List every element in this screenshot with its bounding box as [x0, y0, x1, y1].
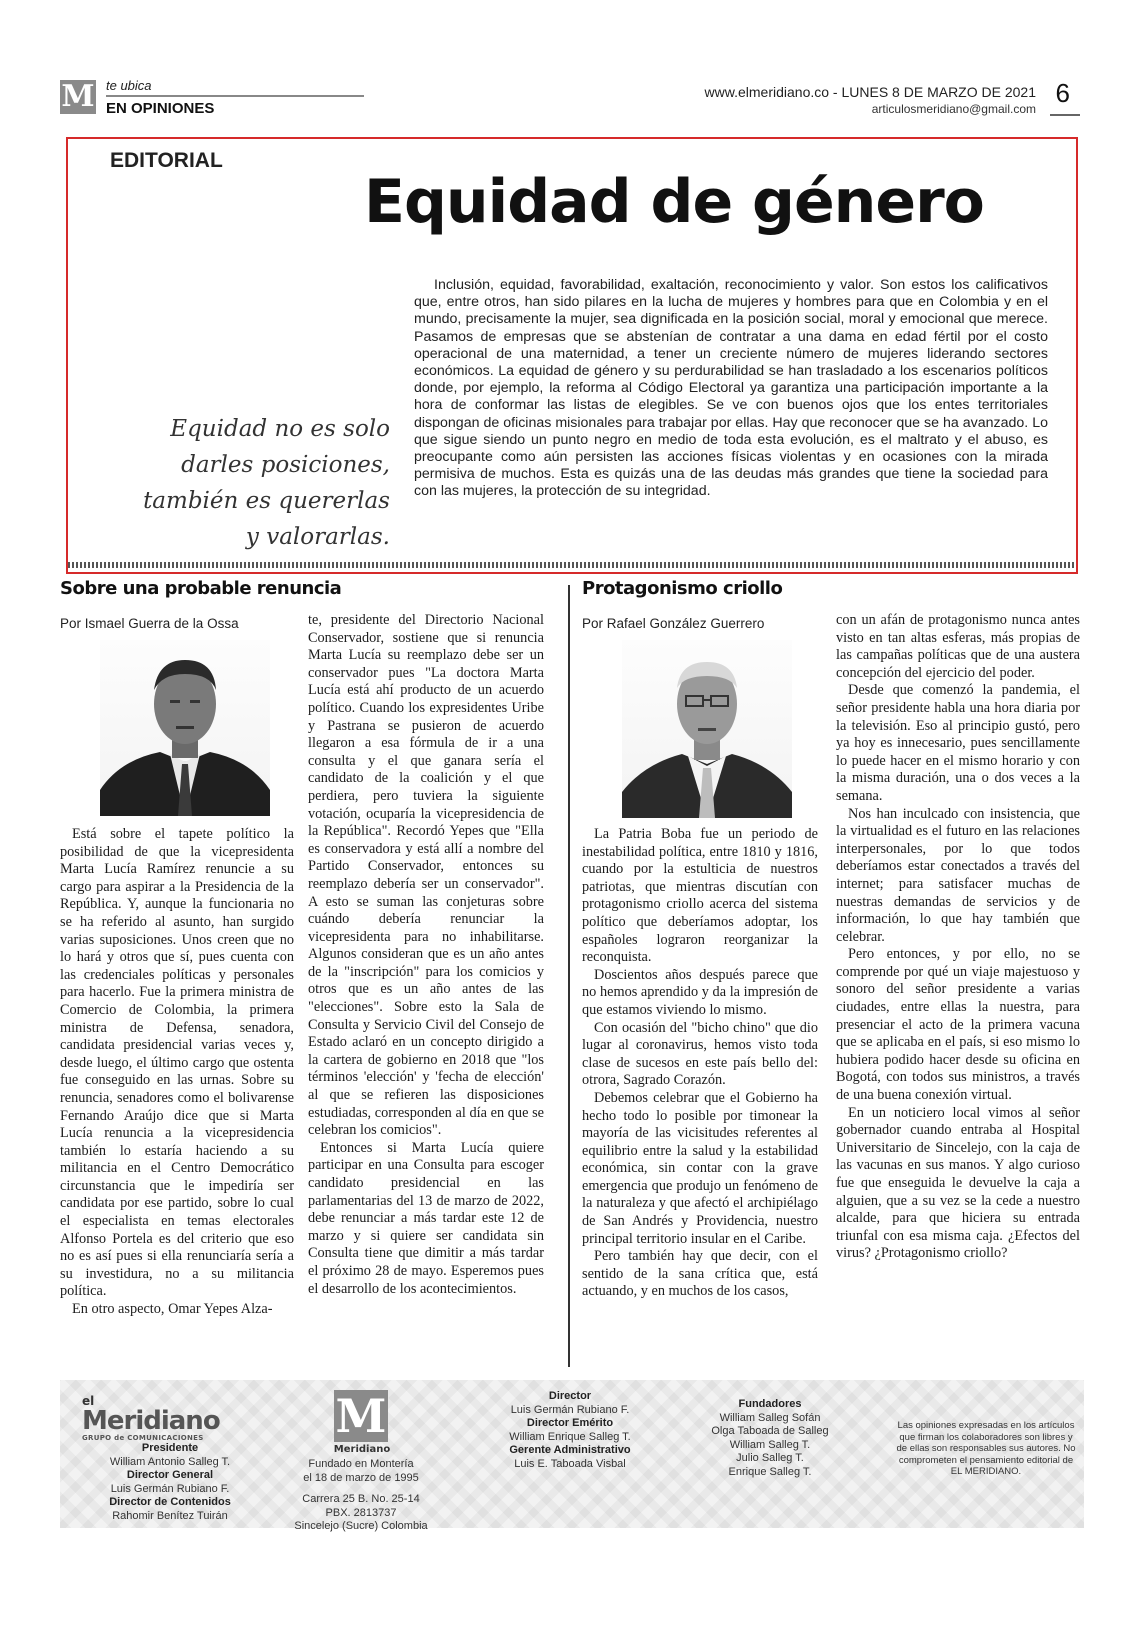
editorial-box [66, 137, 1078, 574]
fundador-name: Enrique Salleg T. [728, 1465, 812, 1478]
gerente-name: Luis E. Taboada Visbal [514, 1457, 626, 1470]
masthead-direccion [480, 1390, 660, 1471]
gerente-label: Gerente Administrativo [509, 1444, 631, 1456]
paragraph: Pero entonces, y por ello, no se comprende por qué un viaje majestuoso y sonoro del señor presidente a varias ciudades, entre ellas la nuestra, para presenciar el acto de la primera vacuna que se aplicaba en el país, si eso mismo lo hubiera podido hacer desde su oficina en Bogotá, con todos sus ministros, a través de una buena conexión virtual. [836, 946, 1080, 1104]
article2-author-photo [622, 640, 792, 818]
fundado-line2: el 18 de marzo de 1995 [303, 1471, 419, 1484]
meridiano-logo-icon: M [61, 79, 95, 114]
article1-author-photo [100, 640, 270, 816]
page-number: 6 [1055, 78, 1070, 108]
director-emerito-name: William Enrique Salleg T. [509, 1430, 631, 1443]
masthead-fundacion [284, 1458, 438, 1534]
contact-email: articulosmeridiano@gmail.com [871, 102, 1036, 116]
paragraph: En un noticiero local vimos al señor gobernador cuando entraba al Hospital Universitario de Sincelejo, con la caja de las vacunas en sus manos. Y algo curioso fue que enseguida le devuelve la caja a alguien, que a su vez se la cede a nuestro alcalde, para que hiciera su entrada triunfal con esa misma caja. ¿Efectos del virus? ¿Protagonismo criollo? [836, 1104, 1080, 1262]
logo-group: GRUPO de COMUNICACIONES [82, 1434, 204, 1442]
masthead-footer [60, 1380, 1084, 1532]
director-general-name: Luis Germán Rubiano F. [110, 1482, 230, 1495]
fundador-name: William Salleg T. [729, 1438, 811, 1451]
fundadores-label: Fundadores [738, 1398, 802, 1410]
fundado-line1: Fundado en Montería [308, 1458, 414, 1470]
paragraph: te, presidente del Directorio Nacional Conservador, sostiene que si renuncia Marta Lucía su reemplazo debe ser un conservador pues "La doctora Marta Lucía está ahí producto de un acuerdo político. Cuando los expresidentes Uribe y Pastrana se pusieron de acuerdo llegaron a esa fórmula de ir a una consulta y el que ganara sería el candidato de la coalición y el que perdiera, pero tuviera la siguiente votación, ocuparía la vicepresidencia de la República". Recordó Yepes que "Ella es conservadora y está allí a nombre del Partido Conservador, entonces su reemplazo debería ser un conservador". A esto se suman las conjeturas sobre cuándo debería renunciar la vicepresidenta para no inhabilitarse. Algunos consideran que es un año antes de la "inscripción" para los comicios y otros que es un año antes de las "elecciones". Sobre esto la Sala de Consulta y Servicio Civil del Consejo de Estado aclaró en un concepto dirigido a la cartera de gobierno en 2018 que "los términos 'elección' y 'fecha de elección' al que se refieren las disposiciones estudiadas, corresponden al día en que se celebran los comicios". [308, 612, 544, 1139]
section-name: EN OPINIONES [106, 100, 215, 117]
director-emerito-label: Director Emérito [526, 1417, 614, 1429]
editorial-bottom-border [68, 562, 1076, 568]
meridiano-m-logo-icon: M [335, 1389, 387, 1443]
article2-title: Protagonismo criollo [582, 578, 783, 599]
logo-name: Meridiano [82, 1406, 220, 1436]
paragraph: Doscientos años después parece que no hemos aprendido y da la impresión de que estamos viviendo lo mismo. [582, 966, 818, 1018]
presidente-label: Presidente [141, 1442, 199, 1454]
article1-title: Sobre una probable renuncia [60, 578, 342, 599]
page-header [60, 78, 1080, 122]
section-divider [106, 95, 364, 97]
editorial-label: EDITORIAL [110, 149, 223, 172]
editorial-title: Equidad de género [364, 167, 984, 237]
m-logo-name: Meridiano [333, 1444, 391, 1455]
portrait-icon [622, 640, 792, 818]
paragraph: Con ocasión del "bicho chino" que dio lugar al coronavirus, hemos visto toda clase de sucesos en este país bello del: otrora, Sagrado Corazón. [582, 1019, 818, 1089]
el-meridiano-logo [82, 1394, 220, 1442]
director-contenidos-name: Rahomir Benítez Tuirán [112, 1509, 228, 1522]
paragraph: Pero también hay que decir, con el sentido de la sana crítica que, está actuando, y en muchos de los casos, [582, 1248, 818, 1300]
disclaimer-note: Las opiniones expresadas en los artículos que firman los colaboradores son libres y de ellas son responsables sus autores. No comprometen el pensamiento editorial de EL MERIDIANO. [896, 1420, 1076, 1477]
fundador-name: Olga Taboada de Salleg [711, 1425, 829, 1437]
article2-column2 [836, 612, 1080, 1263]
portrait-icon [100, 640, 270, 816]
column-divider [568, 585, 570, 1367]
section-tagline: te ubica [106, 78, 152, 93]
editorial-pull-quote: Equidad no es solo darles posiciones, también es quererlas y valorarlas. [143, 416, 390, 550]
article1-column2 [308, 612, 544, 1298]
article2-column1 [582, 826, 818, 1301]
paragraph: Desde que comenzó la pandemia, el señor presidente habla una hora diaria por la televisión. Eso al principio gustó, pero ya hoy es innecesario, pues sencillamente lo puede hacer en el mismo horario y con la misma duración, una o dos veces a la semana. [836, 682, 1080, 804]
director-name: Luis Germán Rubiano F. [510, 1403, 630, 1416]
paragraph: Debemos celebrar que el Gobierno ha hecho todo lo posible por timonear la mayoría de las vicisitudes referentes al equilibrio entre la salud y la estabilidad económica, sin contar con la grave emergencia que produjo un fenómeno de la naturaleza y que afectó el archipiélago de San Andrés y Providencia, nuestro principal territorio insular en el Caribe. [582, 1089, 818, 1247]
paragraph: con un afán de protagonismo nunca antes visto en tan altas esferas, más propias de las campañas políticas que de una austera concepción del ejercicio del poder. [836, 612, 1080, 681]
phone: PBX. 2813737 [325, 1506, 397, 1519]
paragraph: La Patria Boba fue un periodo de inestabilidad política, entre 1810 y 1816, cuando por la estulticia de nuestros patriotas, que mientras discutían con protagonismo criollo acerca del sistema político que deberíamos adoptar, los españoles lograron reorganizar la reconquista. [582, 826, 818, 966]
site-and-date: www.elmeridiano.co - LUNES 8 DE MARZO DE 2021 [704, 84, 1036, 100]
paragraph: Nos han inculcado con insistencia, que la virtualidad es el futuro en las relaciones interpersonales, por lo que todos deberíamos estar conectados a través del internet; para satisfacer muchas de nuestras demandas de servicios y de información, lo que hay también que celebrar. [836, 805, 1080, 945]
paragraph: Entonces si Marta Lucía quiere participar en una Consulta para escoger candidato presidencial en las parlamentarias del 13 de marzo de 2022, debe renunciar a más tardar este 12 de marzo y si quiere ser candidata sin Consulta tiene que dimitir a más tardar el próximo 28 de mayo. Esperemos pues el desarrollo de los acontecimientos. [308, 1139, 544, 1297]
editorial-body: Inclusión, equidad, favorabilidad, exaltación, reconocimiento y valor. Son estos los calificativos que, entre otros, han sido pilares en la lucha de mujeres y hombres para que en Colombia y en el mundo, precisamente la mujer, sea dignificada en la posición social, moral y emocional que merece. Pasamos de empresas que se abstenían de contratar a una dama en edad fértil por el costo operacional de una maternidad, a tener un creciente número de mujeres liderando sectores económicos. La equidad de género y su perdurabilidad se han trasladado a los escenarios políticos donde, por ejemplo, la reforma al Código Electoral ya garantiza una participación importante a la hora de conformar las listas de elegibles. Se ve con buenos ojos que los entes territoriales dispongan de oficinas misionales para trabajar por ellas. Hay que reconocer que se ha avanzado. Lo que sigue siendo un punto negro en medio de toda esta evolución, es el maltrato y el abuso, es preocupante como aún persisten las acciones físicas violentas y en ocasiones con la mirada permisiva de muchos. Esta es quizás una de las deudas más grandes que tiene la sociedad para con las mujeres, la protección de su integridad. [414, 277, 1048, 500]
director-contenidos-label: Director de Contenidos [109, 1496, 231, 1508]
paragraph: En otro aspecto, Omar Yepes Alza- [72, 1301, 273, 1318]
masthead-presidencia [80, 1442, 260, 1523]
paragraph: Está sobre el tapete político la posibilidad de que la vicepresidenta Marta Lucía Ramírez renuncie a su cargo para aspirar a la Presidencia de la República. Y, aunque la funcionaria no se ha referido al asunto, han surgido varias suposiciones. Unos creen que no lo hará y otros que sí, pues cuenta con las credenciales políticas y personales para hacerlo. Fue la primera ministra de Comercio de Colombia, la primera ministra de Defensa, senadora, candidata presidencial varias veces y, desde luego, el último cargo que ostenta fue conseguido en las urnas. Sobre su renuncia, senadores como el bolivarense Fernando Araújo dice que si Marta Lucía renuncia a la vicepresidencia también lo estaría haciendo a su militancia en el Centro Democrático circunstancia que le impediría ser candidata por ese partido, sobre lo cual el especialista en temas electorales Alfonso Portela es del criterio que eso no es así pues si ella renunciaría sería a su investidura, no a su militancia política. [60, 826, 294, 1300]
fundador-name: William Salleg Sofán [719, 1411, 821, 1424]
logo-el: el [82, 1394, 95, 1408]
article2-author: Por Rafael González Guerrero [582, 616, 765, 631]
masthead-fundadores [680, 1398, 860, 1479]
city: Sincelejo (Sucre) Colombia [294, 1520, 428, 1532]
article1-author: Por Ismael Guerra de la Ossa [60, 616, 239, 631]
director-label: Director [548, 1390, 592, 1402]
header-info [705, 84, 1036, 116]
fundador-name: Julio Salleg T. [736, 1452, 804, 1464]
article1-column1 [60, 826, 294, 1319]
address: Carrera 25 B. No. 25-14 [302, 1493, 420, 1505]
page-number-rule [1050, 114, 1080, 116]
presidente-name: William Antonio Salleg T. [109, 1455, 231, 1468]
director-general-label: Director General [126, 1469, 214, 1481]
